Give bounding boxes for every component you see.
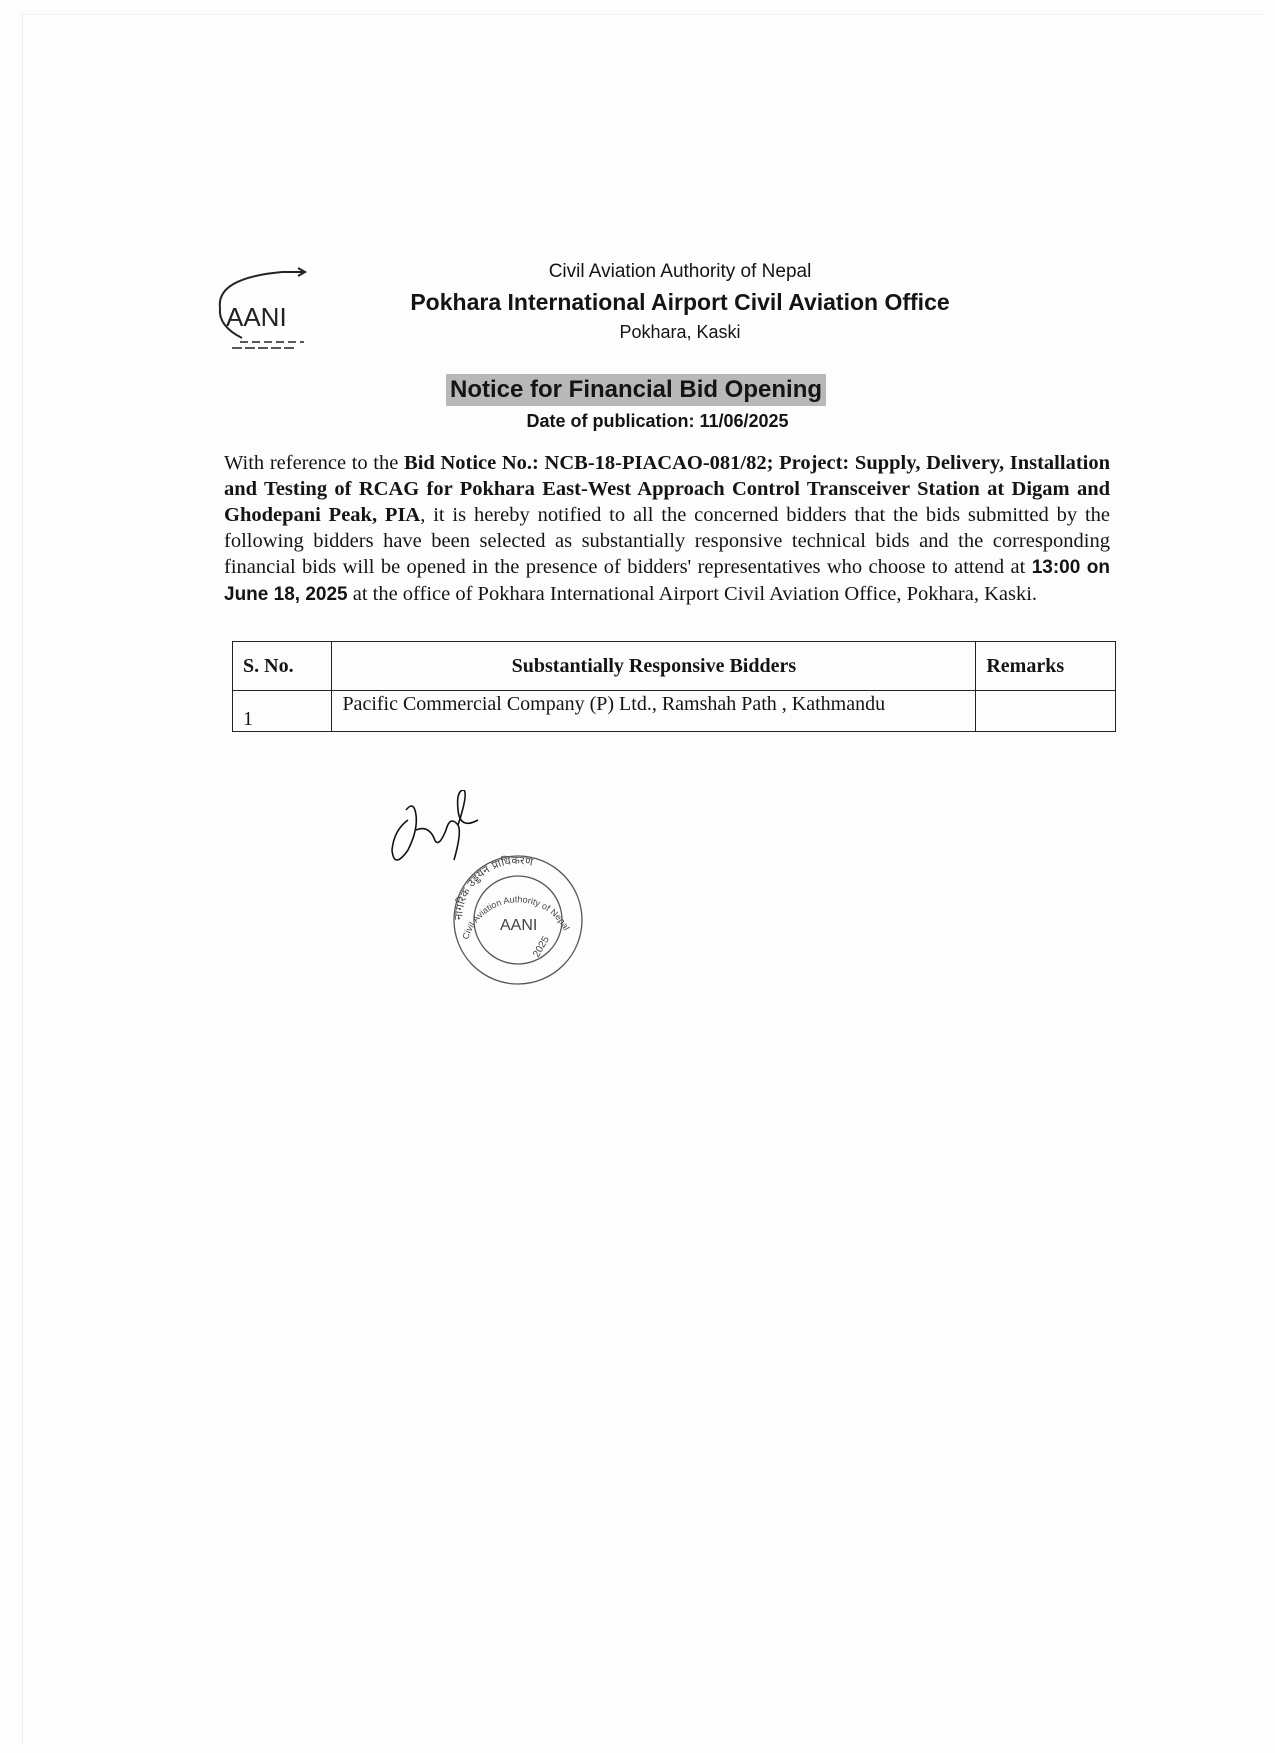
stamp-logo-text: AANI [500,917,538,934]
notice-title-wrapper [0,374,1275,406]
signature-and-stamp [388,790,608,990]
publication-date: Date of publication: 11/06/2025 [526,411,789,431]
stamp-outer-text: नागरिक उड्डयन प्राधिकरण [451,853,535,921]
body-end: at the office of Pokhara International Airport Civil Aviation Office, Pokhara, Kaski. [347,583,1038,605]
logo-text: AANI [226,302,287,332]
bidders-table [232,641,1116,732]
opening-datetime: 13:00 on June 18, 2025 [224,557,1110,605]
table-row [233,691,1116,732]
cell-remarks [976,691,1116,732]
office-name: Pokhara International Airport Civil Aviation Office [410,289,950,315]
body-intro: With reference to the [224,452,405,474]
notice-body [224,450,1110,608]
header-bidders: Substantially Responsive Bidders [332,642,976,691]
body-middle: , it is hereby notified to all the concerned bidders that the bids submitted by the following bidders have been selected as substantially responsive technical bids and the corresponding financial bids will be opened in the presence of bidders' representatives who choose to attend at [224,504,1111,578]
stamp-inner-text: Civil Aviation Authority of Nepal [460,894,572,941]
letterhead [330,258,1030,346]
header-remarks: Remarks [976,642,1116,691]
stamp-year: 2025 [531,934,552,960]
cell-bidder: Pacific Commercial Company (P) Ltd., Ramshah Path , Kathmandu [332,691,976,732]
caan-logo-icon [212,258,322,358]
office-location: Pokhara, Kaski [619,322,741,342]
bid-notice-reference: Bid Notice No.: NCB-18-PIACAO-081/82; Project: Supply, Delivery, Installation and Testing of RCAG for Pokhara East-West Approach Control Transceiver Station at Digam and Ghodepani Peak, PIA [224,452,1110,526]
header-sno: S. No. [233,642,332,691]
organization-name: Civil Aviation Authority of Nepal [548,261,812,282]
handwritten-signature [392,790,478,860]
table-header-row [233,642,1116,691]
notice-title: Notice for Financial Bid Opening [446,374,826,406]
cell-sno: 1 [233,691,332,732]
